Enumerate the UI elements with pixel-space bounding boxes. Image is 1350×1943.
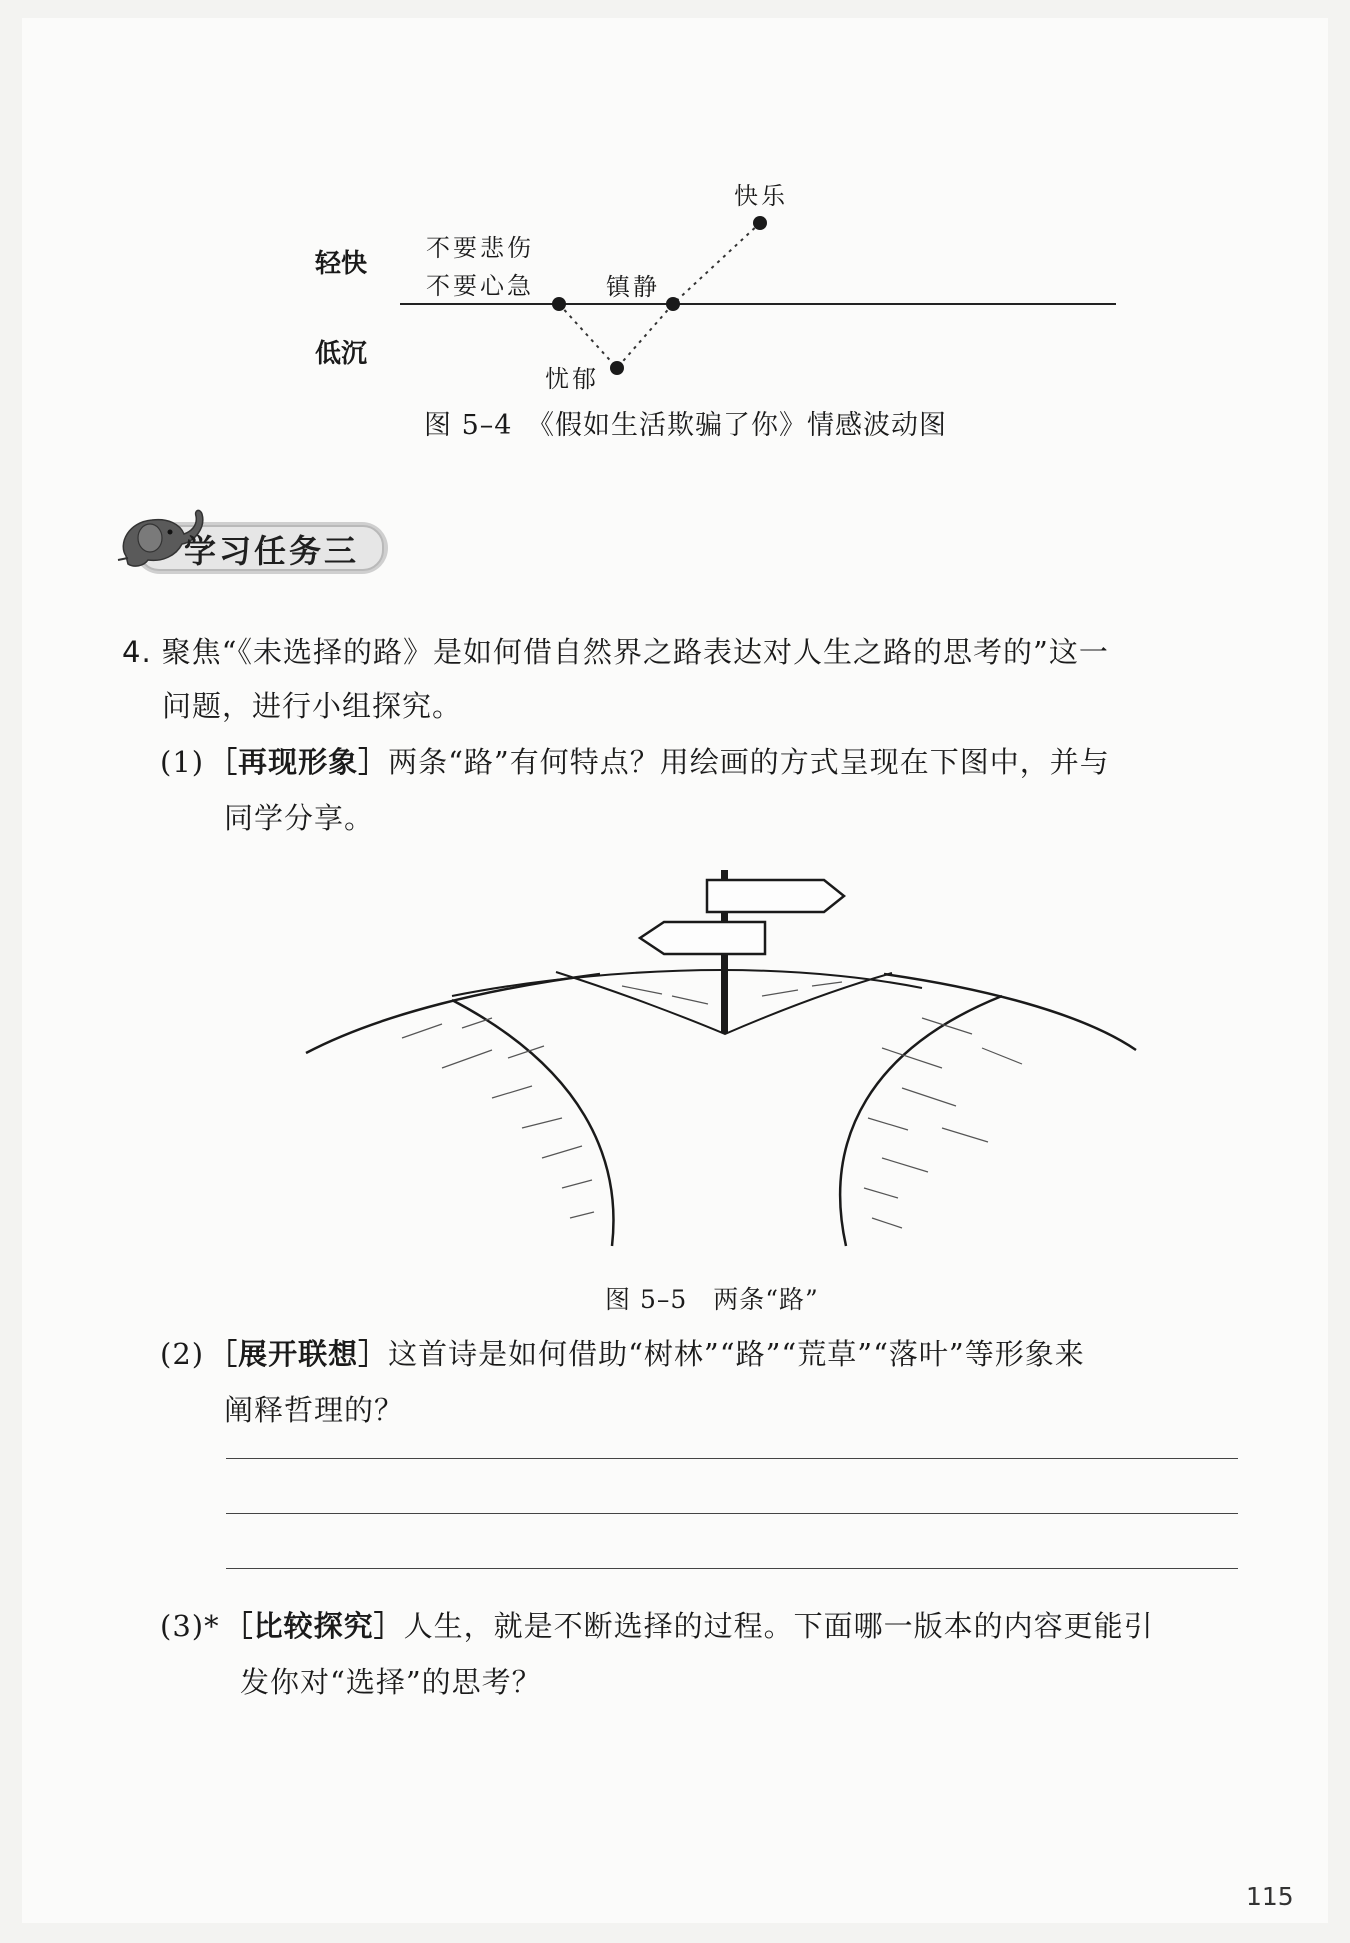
point-label-line-1: 不要悲伤 — [426, 234, 534, 262]
road-right-inner — [840, 996, 1002, 1246]
textbook-page — [22, 18, 1328, 1923]
answer-line-3[interactable] — [226, 1568, 1238, 1569]
sub-question-tag: ［再现形象］ — [208, 745, 389, 779]
sign-left — [640, 922, 765, 954]
sub-question-3-line-2: 发你对“选择”的思考？ — [240, 1665, 542, 1699]
sub-question-tag: ［展开联想］ — [208, 1337, 389, 1371]
sub-question-text: 人生，就是不断选择的过程。下面哪一版本的内容更能引 — [403, 1609, 1154, 1643]
road-left-inner — [452, 1000, 613, 1246]
page-number: 115 — [1246, 1882, 1294, 1911]
sub-question-2-line-1 — [160, 1334, 1085, 1374]
road-left-outer — [306, 974, 600, 1053]
sub-question-number: (1) — [160, 745, 205, 779]
point-calm-start — [552, 297, 566, 311]
point-label-line-2: 不要心急 — [426, 272, 534, 300]
point-label-calm: 镇静 — [606, 273, 660, 301]
figure-5-4-caption: 图 5–4 《假如生活欺骗了你》情感波动图 — [424, 410, 947, 441]
sub-question-1-line-1 — [160, 742, 1110, 782]
question-4-line-1 — [122, 632, 1109, 672]
point-label-happy: 快乐 — [734, 182, 788, 210]
sub-question-number: (2) — [160, 1337, 205, 1371]
sub-question-2-line-2: 阐释哲理的？ — [224, 1393, 405, 1427]
point-label-melancholy: 忧郁 — [545, 365, 599, 393]
road-texture — [402, 982, 1022, 1228]
sub-question-text: 两条“路”有何特点？用绘画的方式呈现在下图中，并与 — [388, 745, 1110, 779]
two-roads-illustration — [22, 858, 1328, 1258]
sub-question-tag: ［比较探究］ — [223, 1609, 404, 1643]
signpost-icon — [640, 870, 844, 1033]
point-happy — [753, 216, 767, 230]
point-calm — [666, 297, 680, 311]
horizon-line — [452, 970, 922, 996]
answer-line-1[interactable] — [226, 1458, 1238, 1459]
section-badge — [114, 500, 394, 580]
axis-label-lower: 低沉 — [315, 339, 368, 369]
sign-right — [707, 880, 844, 912]
point-melancholy — [610, 361, 624, 375]
answer-line-2[interactable] — [226, 1513, 1238, 1514]
question-4-line-2: 问题，进行小组探究。 — [162, 689, 463, 723]
sub-question-3-line-1 — [160, 1606, 1154, 1646]
sub-question-number: (3)* — [160, 1609, 220, 1643]
question-number: 4. — [122, 635, 152, 669]
section-badge-title: 学习任务三 — [184, 532, 360, 570]
sub-question-text: 这首诗是如何借助“树林”“路”“荒草”“落叶”等形象来 — [388, 1337, 1085, 1371]
sub-question-1-line-2: 同学分享。 — [224, 801, 375, 835]
axis-label-upper: 轻快 — [315, 249, 368, 279]
question-text: 聚焦“《未选择的路》是如何借自然界之路表达对人生之路的思考的”这一 — [161, 635, 1109, 669]
emotion-wave-figure — [22, 18, 1328, 438]
figure-5-5-caption: 图 5–5 两条“路” — [605, 1285, 819, 1314]
